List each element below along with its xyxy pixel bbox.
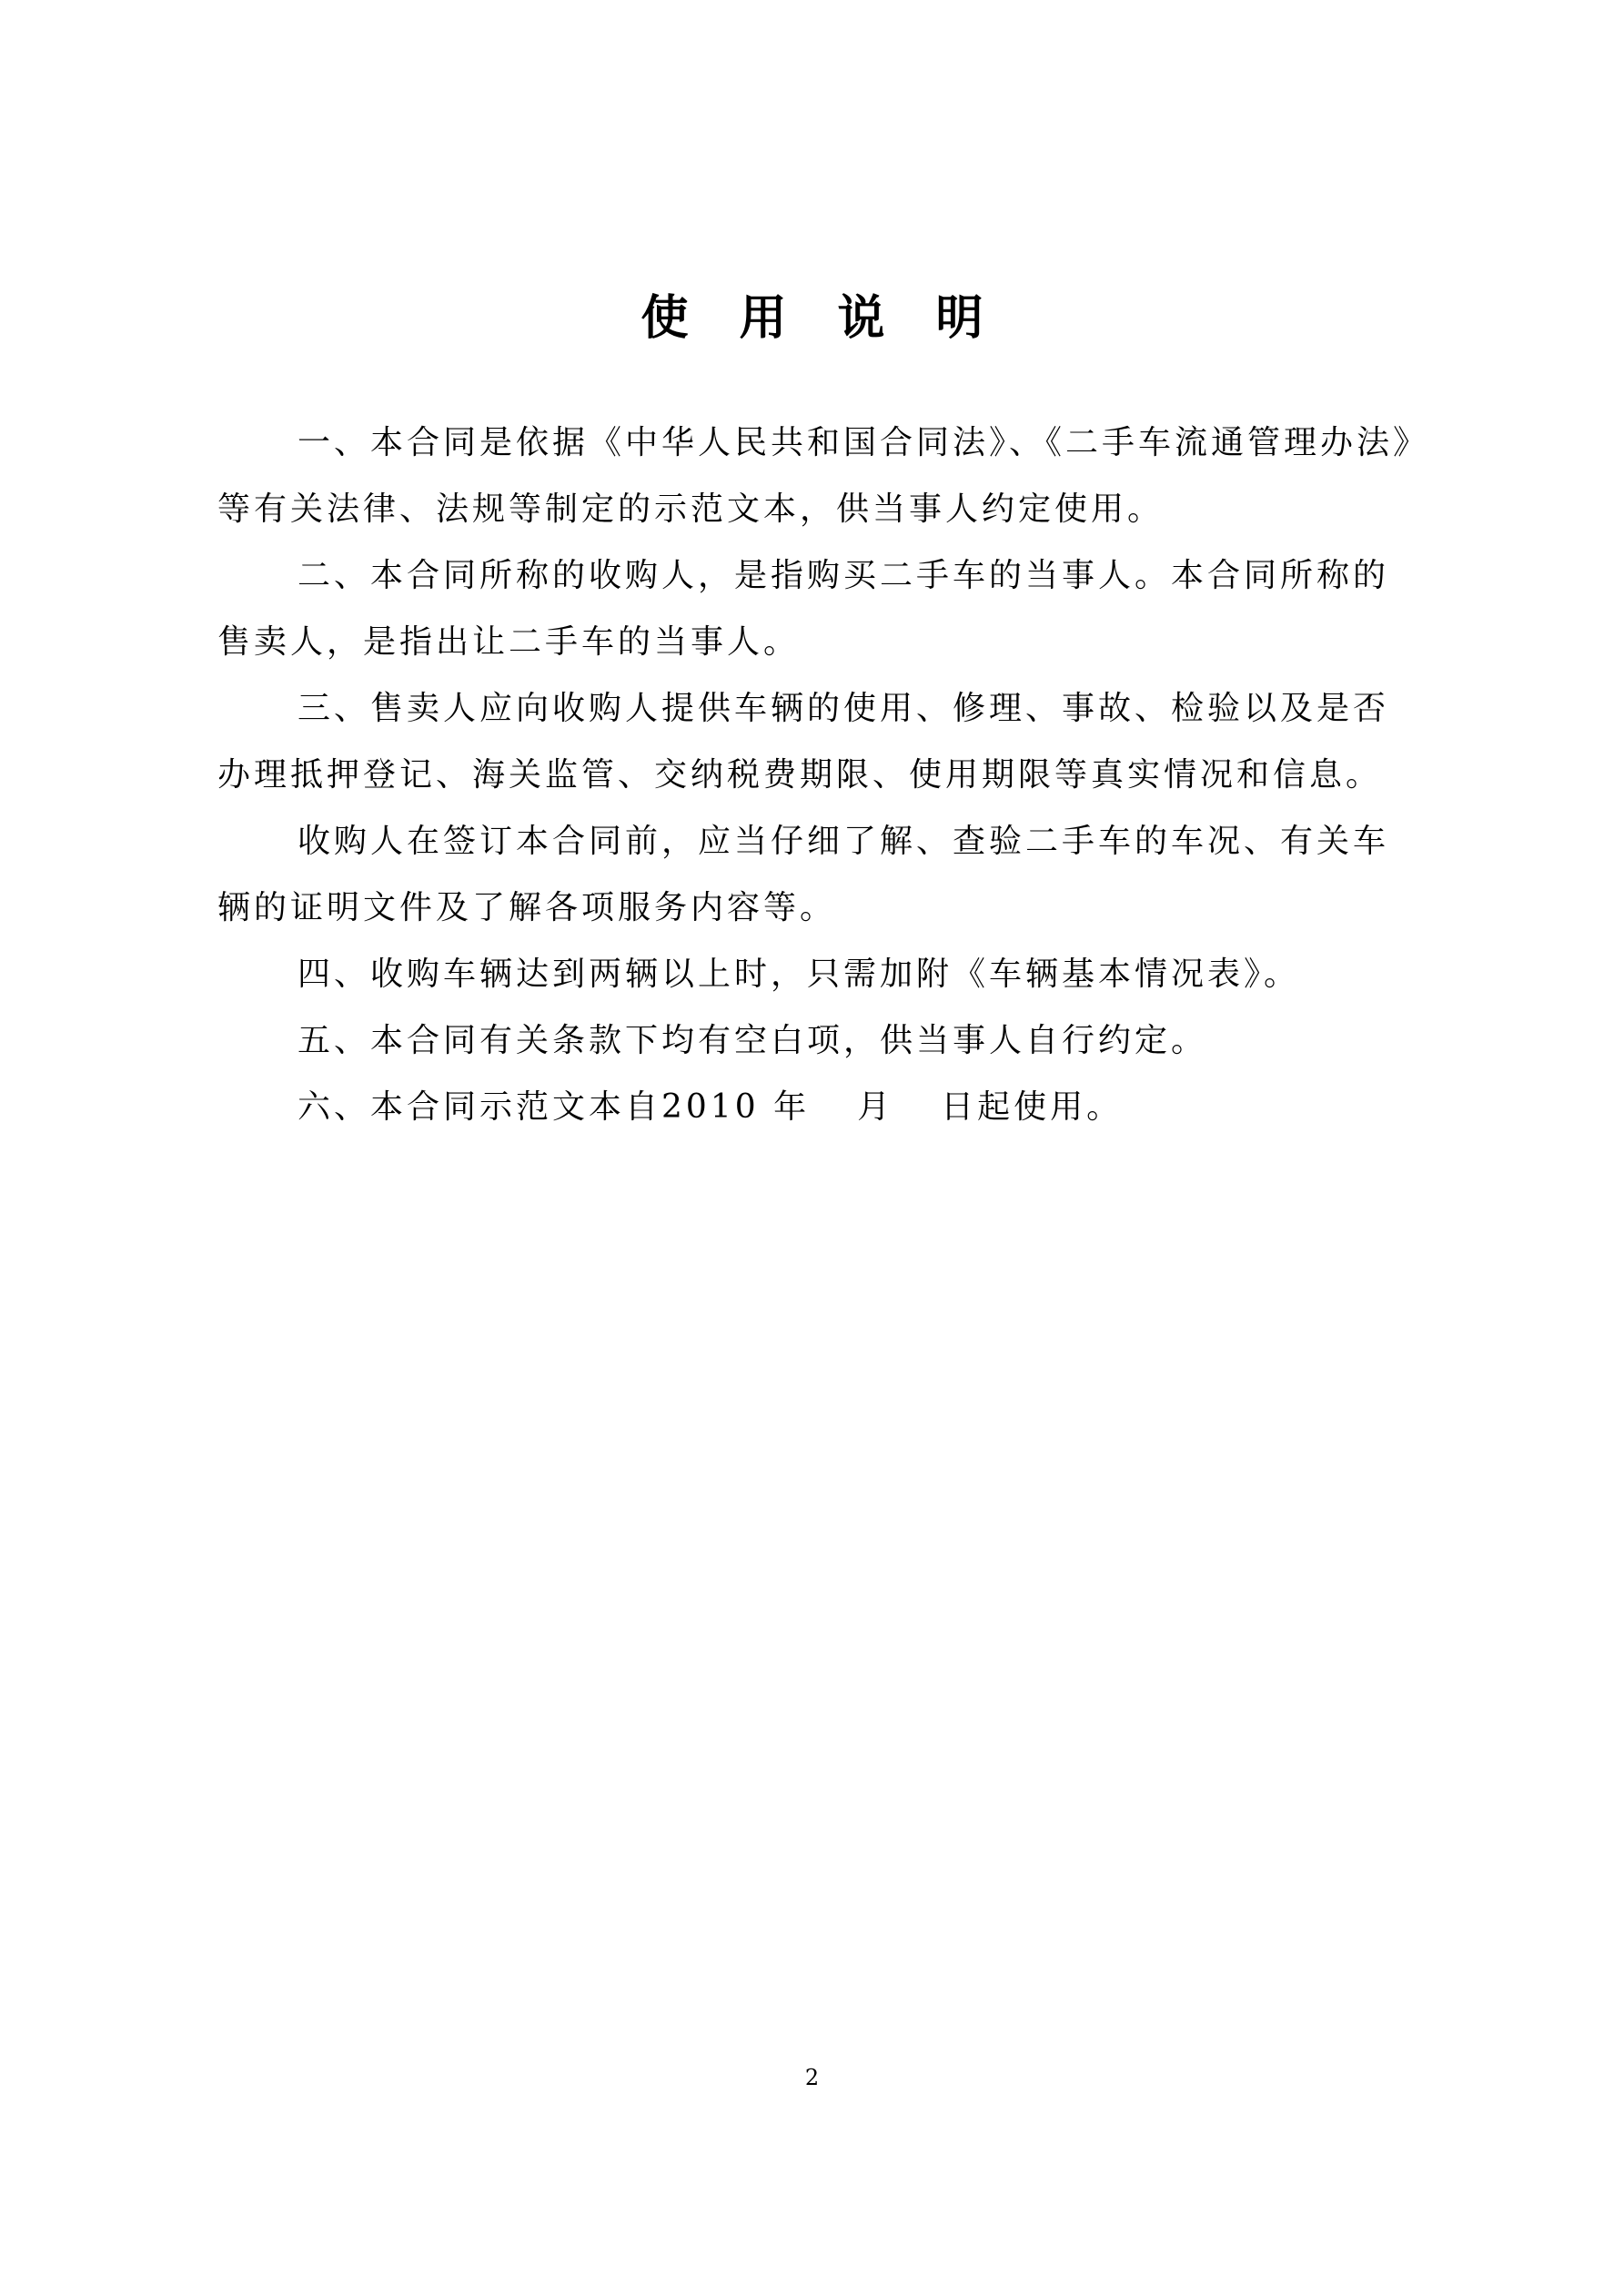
paragraph-line: 等有关法律、法规等制定的示范文本，供当事人约定使用。 xyxy=(217,491,1165,528)
effective-date-day-unit: 日 xyxy=(941,1088,978,1126)
paragraph-line: 办理抵押登记、海关监管、交纳税费期限、使用期限等真实情况和信息。 xyxy=(217,756,1383,794)
effective-date-prefix: 六、本合同示范文本自 xyxy=(298,1088,662,1126)
paragraph-line: 收购人在签订本合同前，应当仔细了解、查验二手车的车况、有关车 xyxy=(298,823,1390,860)
paragraph-4 xyxy=(217,808,1418,941)
paragraph-line: 四、收购车辆达到两辆以上时，只需加附《车辆基本情况表》。 xyxy=(298,956,1301,993)
paragraph-effective-date xyxy=(217,1074,1418,1140)
paragraph-6 xyxy=(217,1007,1418,1074)
page-title: 使用说明 xyxy=(641,291,1034,346)
paragraph-line: 三、售卖人应向收购人提供车辆的使用、修理、事故、检验以及是否 xyxy=(298,690,1390,727)
effective-date-month-unit: 月 xyxy=(857,1088,894,1126)
paragraph-2 xyxy=(217,542,1418,675)
paragraph-5 xyxy=(217,941,1418,1007)
effective-date-year-unit: 年 xyxy=(773,1088,811,1126)
paragraph-3 xyxy=(217,675,1418,808)
effective-date-suffix: 起使用。 xyxy=(977,1088,1124,1126)
paragraph-1 xyxy=(217,410,1430,542)
paragraph-line: 售卖人，是指出让二手车的当事人。 xyxy=(217,623,801,661)
page-number: 2 xyxy=(804,2065,820,2090)
document-body xyxy=(217,410,1430,1140)
paragraph-line: 辆的证明文件及了解各项服务内容等。 xyxy=(217,889,837,926)
effective-date-year: 2010 xyxy=(661,1088,760,1126)
paragraph-line: 五、本合同有关条款下均有空白项，供当事人自行约定。 xyxy=(298,1022,1208,1059)
effective-date-line xyxy=(217,1074,1418,1140)
paragraph-line: 二、本合同所称的收购人，是指购买二手车的当事人。本合同所称的 xyxy=(298,557,1390,594)
paragraph-line: 一、本合同是依据《中华人民共和国合同法》、《二手车流通管理办法》 xyxy=(298,424,1430,461)
